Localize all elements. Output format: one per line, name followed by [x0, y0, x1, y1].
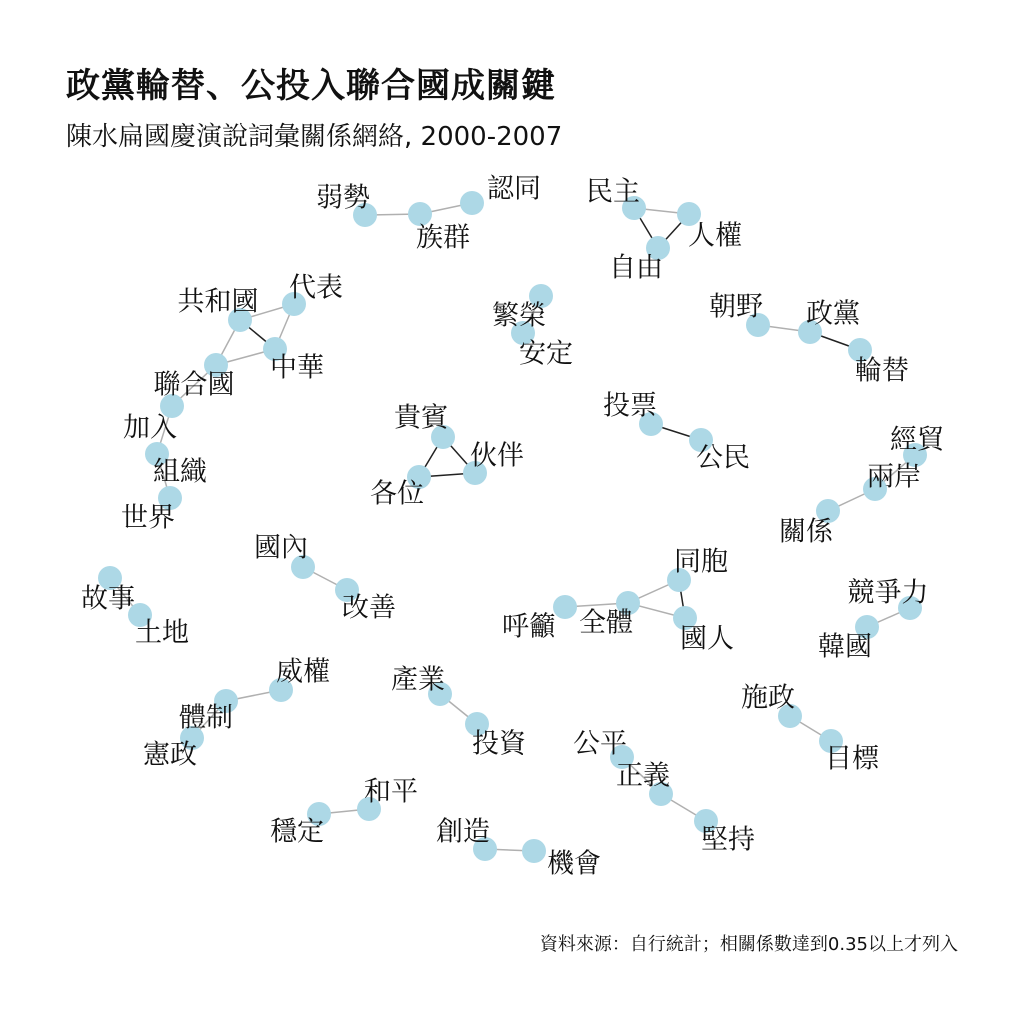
node-label-經貿: 經貿 [890, 424, 944, 456]
node-label-威權: 威權 [276, 656, 330, 688]
node-label-貴賓: 貴賓 [394, 402, 448, 434]
node-呼籲 [553, 595, 577, 619]
node-label-全體: 全體 [579, 607, 633, 639]
node-label-堅持: 堅持 [701, 824, 755, 856]
node-label-機會: 機會 [547, 848, 601, 880]
node-label-輪替: 輪替 [855, 355, 909, 387]
node-label-同胞: 同胞 [674, 546, 728, 578]
node-label-政黨: 政黨 [806, 298, 860, 330]
node-label-投票: 投票 [603, 390, 657, 422]
node-label-穩定: 穩定 [270, 816, 324, 848]
chart-title: 政黨輪替、公投入聯合國成關鍵 [66, 66, 556, 106]
node-label-國內: 國內 [254, 532, 308, 564]
node-label-投資: 投資 [472, 728, 526, 760]
node-label-和平: 和平 [364, 776, 418, 808]
node-label-自由: 自由 [609, 252, 663, 284]
node-label-中華: 中華 [270, 352, 324, 384]
node-label-創造: 創造 [436, 816, 490, 848]
node-label-故事: 故事 [81, 583, 135, 615]
source-note: 資料來源：自行統計；相關係數達到0.35以上才列入 [539, 934, 958, 955]
node-label-人權: 人權 [688, 220, 742, 252]
node-label-民主: 民主 [586, 176, 640, 208]
node-label-改善: 改善 [342, 592, 396, 624]
node-label-憲政: 憲政 [143, 739, 197, 771]
node-label-族群: 族群 [416, 222, 470, 254]
node-label-世界: 世界 [121, 502, 175, 534]
node-label-競爭力: 競爭力 [847, 577, 929, 609]
node-label-國人: 國人 [680, 623, 734, 655]
node-label-安定: 安定 [519, 338, 573, 370]
node-label-組織: 組織 [153, 456, 207, 488]
node-label-兩岸: 兩岸 [867, 461, 921, 493]
labels-layer [81, 174, 946, 880]
node-label-韓國: 韓國 [818, 631, 872, 663]
node-label-正義: 正義 [616, 760, 670, 792]
node-label-公平: 公平 [573, 728, 627, 760]
node-label-認同: 認同 [487, 173, 541, 205]
node-機會 [522, 839, 546, 863]
node-label-各位: 各位 [370, 478, 424, 510]
node-label-共和國: 共和國 [177, 286, 259, 318]
node-認同 [460, 191, 484, 215]
node-label-公民: 公民 [696, 442, 750, 474]
node-label-伙伴: 伙伴 [470, 440, 524, 472]
node-label-代表: 代表 [289, 272, 343, 304]
chart-subtitle: 陳水扁國慶演說詞彙關係網絡, 2000-2007 [66, 122, 563, 152]
node-label-目標: 目標 [825, 743, 879, 775]
node-label-施政: 施政 [741, 682, 795, 714]
node-label-繁榮: 繁榮 [492, 300, 546, 332]
node-label-關係: 關係 [779, 516, 833, 548]
node-label-產業: 產業 [391, 664, 445, 696]
node-label-加入: 加入 [123, 412, 177, 444]
node-label-呼籲: 呼籲 [502, 611, 556, 643]
node-label-朝野: 朝野 [709, 291, 763, 323]
node-label-土地: 土地 [135, 617, 189, 649]
node-label-體制: 體制 [179, 702, 233, 734]
node-label-聯合國: 聯合國 [153, 369, 235, 401]
node-label-弱勢: 弱勢 [316, 182, 370, 214]
